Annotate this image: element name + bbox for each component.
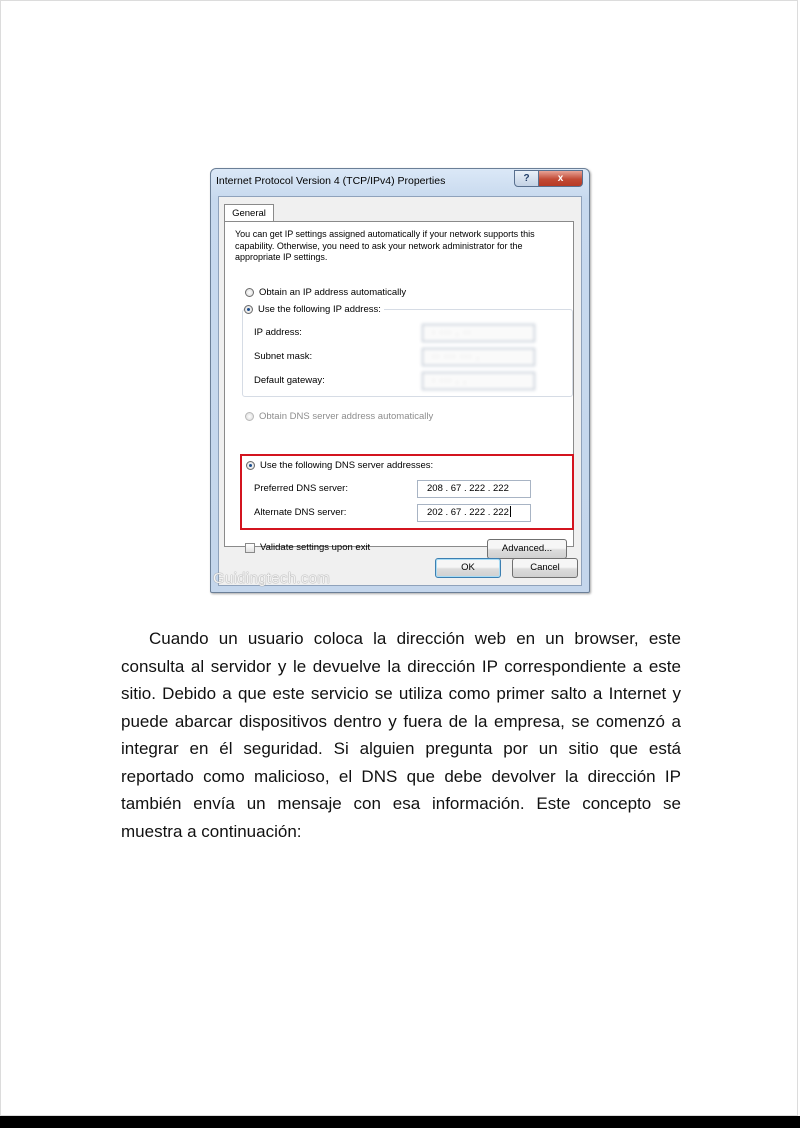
ok-button[interactable]: OK [435,558,501,578]
radio-use-ip-label: Use the following IP address: [258,304,381,315]
radio-obtain-dns-row[interactable] [245,411,433,422]
ip-address-group [242,309,573,397]
text-cursor [510,506,511,517]
alternate-dns-value: 202 . 67 . 222 . 222 [427,507,509,518]
subnet-mask-input[interactable]: ·· ··· ··· . [422,348,535,366]
ip-address-label: IP address: [254,327,302,338]
tcpip-properties-screenshot [210,168,590,593]
default-gateway-input[interactable]: · ··· . . [422,372,535,390]
validate-settings-checkbox[interactable] [245,543,255,553]
general-panel [224,221,574,554]
radio-use-ip-row[interactable] [244,304,384,315]
radio-obtain-ip[interactable] [245,288,254,297]
radio-obtain-dns-label: Obtain DNS server address automatically [259,411,434,422]
help-button[interactable]: ? [514,170,539,187]
default-gateway-label: Default gateway: [254,375,325,386]
advanced-button[interactable]: Advanced... [487,539,567,559]
preferred-dns-label: Preferred DNS server: [254,483,348,494]
watermark-text: Guidingtech.com [213,570,331,587]
body-paragraph: Cuando un usuario coloca la dirección web en un browser, este consulta al servidor y le devuelve la dirección IP correspondiente a este sitio. Debido a que este servicio se utiliza como primer salto a Internet y puede abarcar dispositivos dentro y fuera de la empresa, se comenzó a integrar en él seguridad. Si alguien pregunta por un sitio que está reportado como malicioso, el DNS que debe devolver la dirección IP también envía un mensaje con esa información. Este concepto se muestra a continuación: [121,629,681,841]
radio-obtain-dns[interactable] [245,412,254,421]
dialog-title: Internet Protocol Version 4 (TCP/IPv4) Properties [216,175,446,187]
alternate-dns-label: Alternate DNS server: [254,507,347,518]
alternate-dns-input[interactable] [417,504,531,522]
radio-use-ip[interactable] [244,305,253,314]
validate-settings-row[interactable] [245,542,370,553]
cancel-button[interactable]: Cancel [512,558,578,578]
dialog-body [218,196,582,586]
radio-use-dns-label: Use the following DNS server addresses: [260,460,434,471]
radio-obtain-ip-label: Obtain an IP address automatically [259,287,407,298]
validate-settings-label: Validate settings upon exit [260,542,371,553]
bottom-black-bar [0,1116,800,1128]
subnet-mask-label: Subnet mask: [254,351,313,362]
radio-obtain-ip-row[interactable] [245,287,406,298]
close-button[interactable]: x [539,170,583,187]
dns-highlight-box [240,454,574,530]
preferred-dns-input[interactable]: 208 . 67 . 222 . 222 [417,480,531,498]
dialog-description: You can get IP settings assigned automatically if your network supports this capability. Otherwise, you need to ask your network administrator for the appropriate IP settings. [235,229,535,262]
tab-general[interactable]: General [224,204,274,222]
radio-use-dns-row[interactable] [246,460,433,471]
ip-address-input[interactable]: · ··· . ·· [422,324,535,342]
title-bar-buttons [514,170,583,187]
radio-use-dns[interactable] [246,461,255,470]
